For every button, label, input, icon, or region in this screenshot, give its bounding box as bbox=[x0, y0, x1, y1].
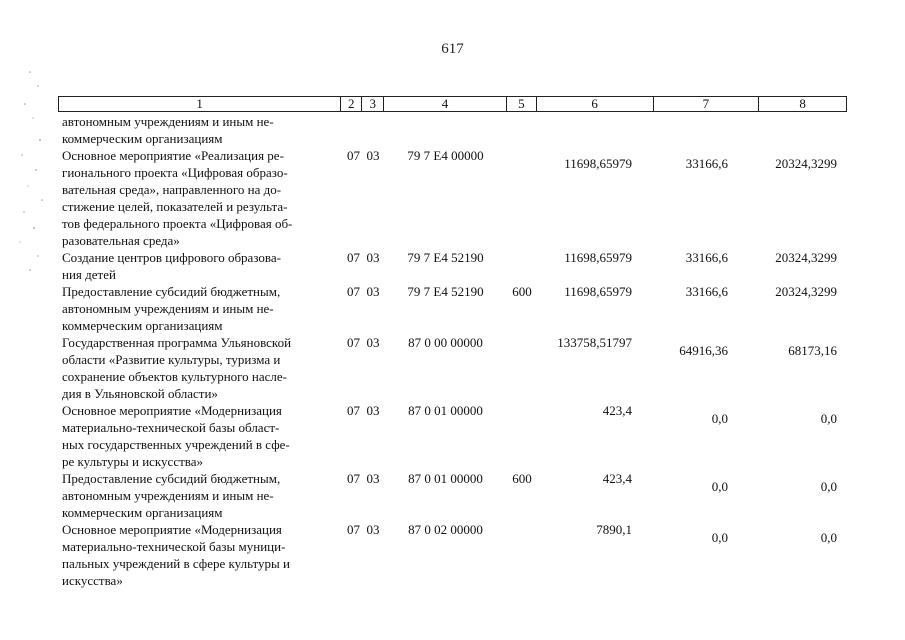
table-row bbox=[58, 147, 847, 249]
table-row bbox=[58, 113, 847, 147]
row-value-8 bbox=[760, 113, 847, 147]
row-description: Предоставление субсидий бюджетным, автономным учреждениям и иным не- коммерческим организациям bbox=[62, 471, 281, 520]
row-subsection: 03 bbox=[366, 250, 380, 265]
row-description: Создание центров цифрового образова- ния детей bbox=[62, 250, 281, 282]
row-value-6: 423,4 bbox=[602, 403, 632, 418]
header-cell-3: 3 bbox=[362, 97, 384, 111]
header-cell-1: 1 bbox=[59, 97, 341, 111]
row-value-8: 68173,16 bbox=[788, 343, 837, 358]
row-target-code: 87 0 01 00000 bbox=[408, 471, 483, 486]
table-header bbox=[58, 96, 847, 112]
row-value-7: 0,0 bbox=[711, 411, 728, 426]
row-expense-type bbox=[507, 113, 537, 147]
header-cell-8: 8 bbox=[799, 96, 806, 111]
row-expense-type bbox=[507, 334, 537, 402]
row-value-7: 0,0 bbox=[711, 479, 728, 494]
row-target-code: 87 0 02 00000 bbox=[408, 522, 483, 537]
row-expense-type bbox=[507, 521, 537, 589]
table-row bbox=[58, 470, 847, 521]
row-target-code: 79 7 Е4 52190 bbox=[407, 284, 484, 299]
row-value-6 bbox=[537, 113, 654, 147]
row-value-8: 0,0 bbox=[820, 479, 837, 494]
row-target-code bbox=[384, 113, 507, 147]
row-value-6: 11698,65979 bbox=[564, 250, 632, 265]
row-section: 07 bbox=[347, 250, 360, 265]
row-value-8: 0,0 bbox=[820, 411, 837, 426]
header-cell-6: 6 bbox=[537, 97, 654, 111]
row-target-code: 87 0 01 00000 bbox=[408, 403, 483, 418]
table-row bbox=[58, 334, 847, 402]
row-description: Основное мероприятие «Модернизация материально-технической базы муници- пальных учреждений в сфере культуры и искусства» bbox=[62, 522, 290, 588]
row-value-8: 0,0 bbox=[820, 530, 837, 545]
row-description: Основное мероприятие «Модернизация материально-технической базы област- ных государственных учреждений в сфе- ре культуры и искусства» bbox=[62, 403, 290, 469]
page-number: 617 bbox=[441, 41, 464, 57]
row-value-8: 20324,3299 bbox=[775, 284, 837, 299]
row-value-8: 20324,3299 bbox=[775, 250, 837, 265]
row-value-7: 0,0 bbox=[711, 530, 728, 545]
table-body bbox=[58, 113, 847, 589]
row-section: 07 bbox=[347, 284, 360, 299]
row-section: 07 bbox=[347, 335, 360, 350]
row-description: Основное мероприятие «Реализация ре- гионального проекта «Цифровая образо- вательная среда», направленного на до- стижение целей, показателей и результа- тов федерального проекта «Цифровая об- разовательная среда» bbox=[62, 148, 293, 248]
row-subsection: 03 bbox=[366, 522, 380, 537]
row-value-7: 33166,6 bbox=[685, 156, 728, 171]
row-value-6: 11698,65979 bbox=[564, 156, 632, 171]
scan-artifacts bbox=[0, 60, 52, 320]
row-value-7: 33166,6 bbox=[685, 284, 728, 299]
row-value-7: 33166,6 bbox=[685, 250, 728, 265]
row-expense-type bbox=[507, 147, 537, 249]
row-expense-type bbox=[507, 249, 537, 283]
header-cell-7: 7 bbox=[654, 97, 760, 111]
row-expense-type: 600 bbox=[512, 471, 532, 486]
row-expense-type bbox=[507, 402, 537, 470]
row-description: Государственная программа Ульяновской области «Развитие культуры, туризма и сохранение объектов культурного насле- дия в Ульяновской области» bbox=[62, 335, 292, 401]
header-cell-4: 4 bbox=[384, 97, 507, 111]
header-cell-5: 5 bbox=[507, 97, 537, 111]
row-section: 07 bbox=[347, 471, 360, 486]
row-expense-type: 600 bbox=[512, 284, 532, 299]
row-target-code: 79 7 Е4 52190 bbox=[407, 250, 484, 265]
header-cell-2: 2 bbox=[341, 97, 362, 111]
table-row bbox=[58, 283, 847, 334]
row-value-6: 423,4 bbox=[602, 471, 632, 486]
row-section: 07 bbox=[347, 148, 360, 163]
row-description: Предоставление субсидий бюджетным, автономным учреждениям и иным не- коммерческим организациям bbox=[62, 284, 281, 333]
row-target-code: 87 0 00 00000 bbox=[408, 335, 483, 350]
row-subsection: 03 bbox=[366, 471, 380, 486]
row-subsection: 03 bbox=[366, 284, 380, 299]
row-value-6: 133758,51797 bbox=[557, 335, 632, 350]
table-row bbox=[58, 521, 847, 589]
row-value-6: 11698,65979 bbox=[564, 284, 632, 299]
row-value-6: 7890,1 bbox=[596, 522, 632, 537]
row-target-code: 79 7 Е4 00000 bbox=[407, 148, 484, 163]
row-subsection: 03 bbox=[366, 335, 380, 350]
row-subsection: 03 bbox=[366, 148, 380, 163]
table-row bbox=[58, 249, 847, 283]
row-description: автономным учреждениям и иным не- коммерческим организациям bbox=[62, 114, 274, 146]
row-value-7: 64916,36 bbox=[679, 343, 728, 358]
row-section bbox=[341, 113, 362, 147]
row-value-8: 20324,3299 bbox=[775, 156, 837, 171]
table-row bbox=[58, 402, 847, 470]
row-subsection bbox=[362, 113, 384, 147]
row-section: 07 bbox=[347, 522, 360, 537]
row-subsection: 03 bbox=[366, 403, 380, 418]
row-section: 07 bbox=[347, 403, 360, 418]
row-value-7 bbox=[654, 113, 760, 147]
